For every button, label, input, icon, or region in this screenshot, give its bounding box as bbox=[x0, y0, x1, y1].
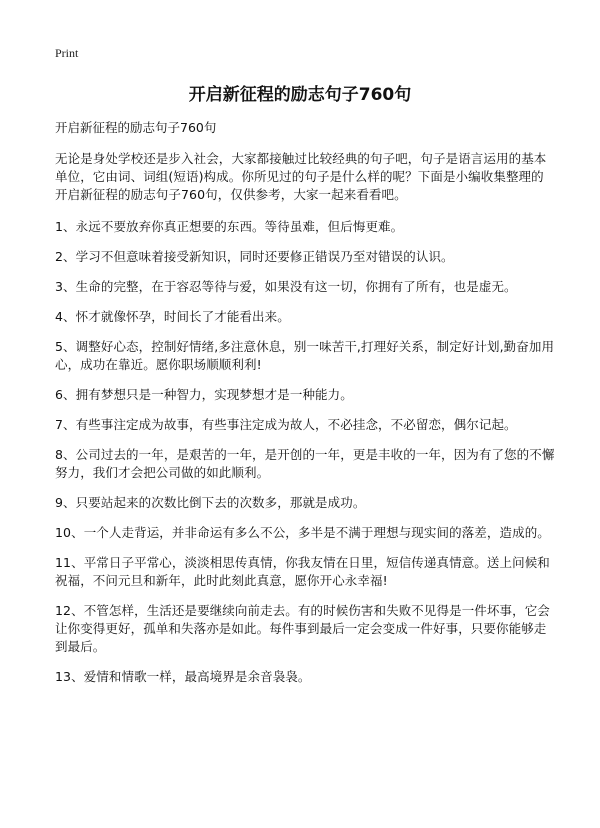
list-item-1: 1、永远不要放弃你真正想要的东西。等待虽难，但后悔更难。 bbox=[55, 219, 404, 234]
print-link[interactable]: Print bbox=[55, 46, 79, 60]
document-subtitle: 开启新征程的励志句子760句 bbox=[55, 120, 217, 135]
list-item-3: 3、生命的完整，在于容忍等待与爱，如果没有这一切，你拥有了所有，也是虚无。 bbox=[55, 279, 517, 294]
list-item-8: 8、公司过去的一年，是艰苦的一年，是开创的一年，更是丰收的一年，因为有了您的不懈努力，我们才会把公司做的如此顺利。 bbox=[55, 447, 555, 480]
list-item-7: 7、有些事注定成为故事，有些事注定成为故人，不必挂念，不必留恋，偶尔记起。 bbox=[55, 417, 517, 432]
list-item-11: 11、平常日子平常心，淡淡相思传真情，你我友情在日里，短信传递真情意。送上问候和祝福，不问元旦和新年，此时此刻此真意，愿你开心永幸福! bbox=[55, 555, 550, 588]
intro-paragraph: 无论是身处学校还是步入社会，大家都接触过比较经典的句子吧，句子是语言运用的基本单位，它由词、词组(短语)构成。你所见过的句子是什么样的呢？下面是小编收集整理的开启新征程的励志句子760句，仅供参考，大家一起来看看吧。 bbox=[55, 151, 547, 202]
list-item-2: 2、学习不但意味着接受新知识，同时还要修正错误乃至对错误的认识。 bbox=[55, 249, 454, 264]
list-item-12: 12、不管怎样，生活还是要继续向前走去。有的时候伤害和失败不见得是一件坏事，它会让你变得更好，孤单和失落亦是如此。每件事到最后一定会变成一件好事，只要你能够走到最后。 bbox=[55, 603, 550, 654]
document-body bbox=[55, 120, 555, 698]
list-item-4: 4、怀才就像怀孕，时间长了才能看出来。 bbox=[55, 309, 290, 324]
list-item-9: 9、只要站起来的次数比倒下去的次数多，那就是成功。 bbox=[55, 495, 366, 510]
list-item-13: 13、爱情和情歌一样，最高境界是余音袅袅。 bbox=[55, 669, 311, 684]
list-item-6: 6、拥有梦想只是一种智力，实现梦想才是一种能力。 bbox=[55, 387, 353, 402]
list-item-5: 5、调整好心态，控制好情绪,多注意休息，别一味苦干,打理好关系，制定好计划,勤奋加用心，成功在靠近。愿你职场顺顺利利! bbox=[55, 339, 555, 372]
list-item-10: 10、一个人走背运，并非命运有多么不公，多半是不满于理想与现实间的落差，造成的。 bbox=[55, 525, 550, 540]
document-title: 开启新征程的励志句子760句 bbox=[188, 85, 412, 105]
